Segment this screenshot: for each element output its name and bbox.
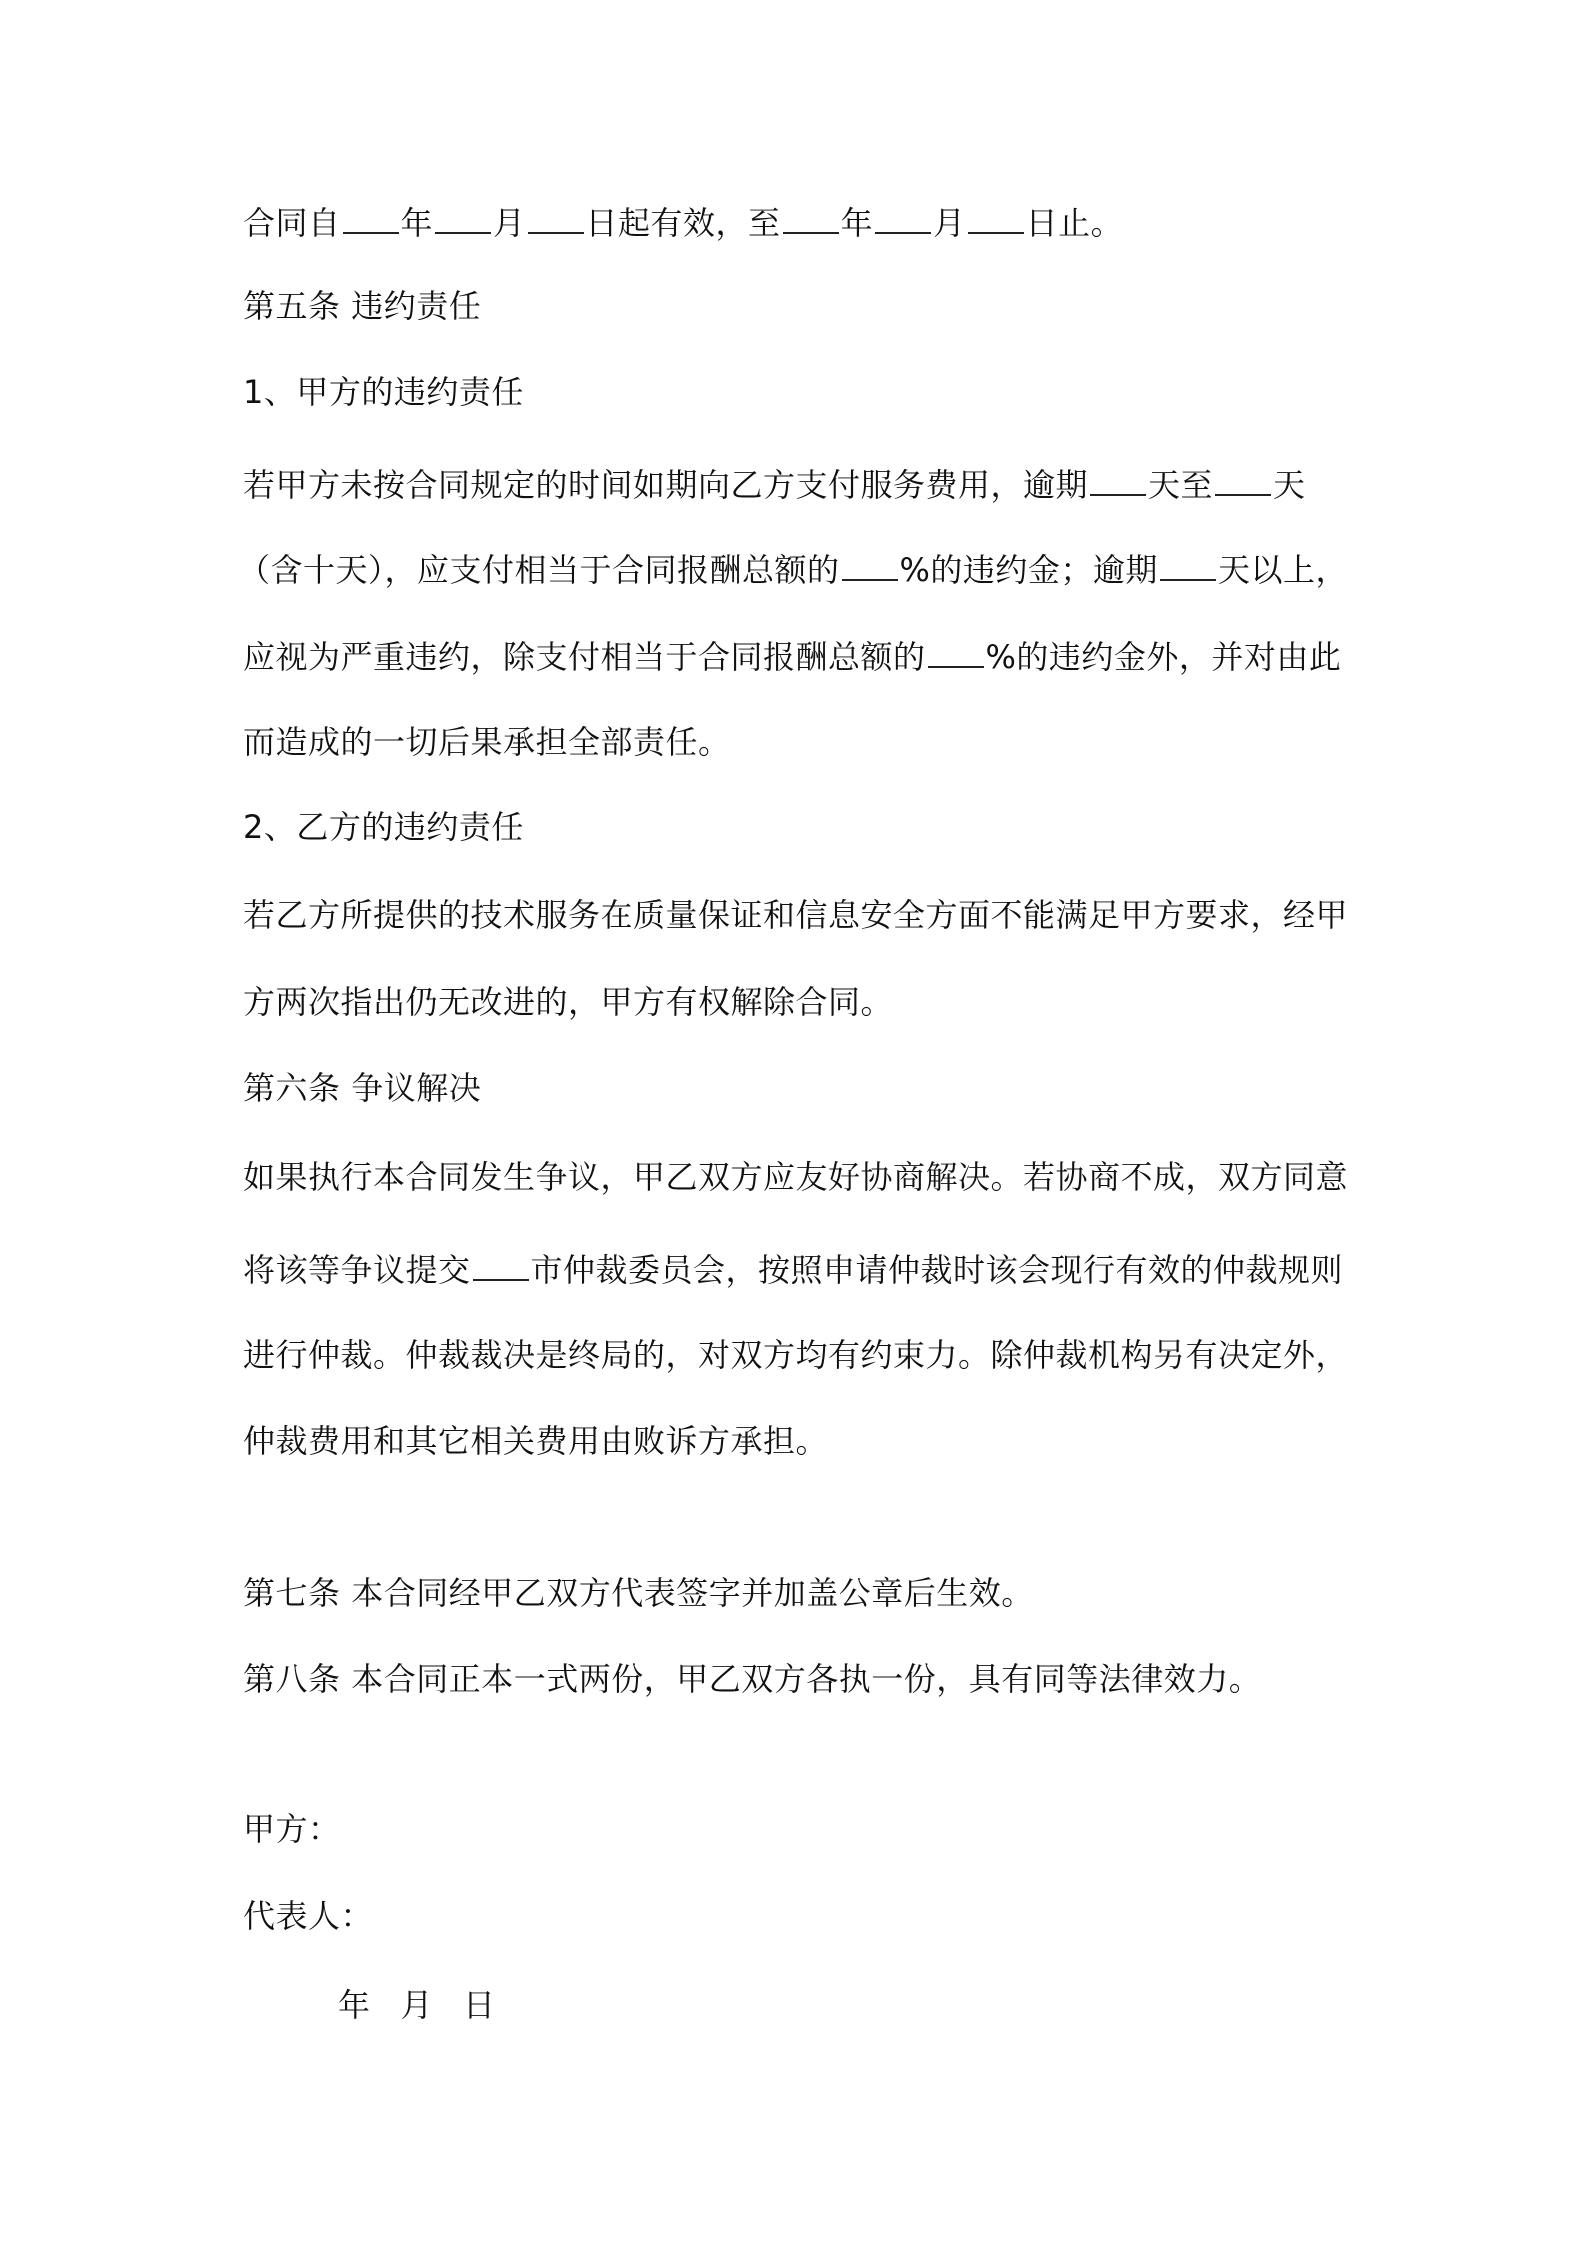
blank-field [473, 1249, 529, 1281]
text: 年 [400, 204, 434, 242]
month-label: 月 [400, 1986, 434, 2024]
party-a-signature-label: 甲方： [243, 1810, 341, 1848]
blank-field [343, 202, 399, 234]
blank-field [1215, 464, 1271, 496]
text: 天至 [1148, 466, 1214, 504]
blank-field [528, 202, 584, 234]
text: %的违约金；逾期 [899, 551, 1158, 589]
article-number: 第八条 [243, 1660, 341, 1698]
text: 月 [493, 204, 526, 242]
party-b-liability-heading: 2、乙方的违约责任 [243, 808, 524, 846]
year-label: 年 [338, 1986, 371, 2024]
day-label: 日 [463, 1986, 496, 2024]
blank-field [875, 202, 931, 234]
text: 月 [933, 204, 966, 242]
article-title: 争议解决 [351, 1069, 482, 1107]
blank-field [1090, 464, 1146, 496]
article-number: 第六条 [243, 1069, 341, 1107]
paragraph-line: 而造成的一切后果承担全部责任。 [243, 723, 731, 761]
signature-date [338, 1983, 526, 2027]
text: （含十天），应支付相当于合同报酬总额的 [238, 551, 840, 589]
paragraph-line [243, 635, 1341, 679]
paragraph-line: 方两次指出仍无改进的，甲方有权解除合同。 [243, 983, 894, 1021]
paragraph-line: 若乙方所提供的技术服务在质量保证和信息安全方面不能满足甲方要求，经甲 [243, 896, 1349, 934]
article-title: 违约责任 [351, 287, 482, 325]
text: 年 [840, 204, 874, 242]
article-text: 本合同正本一式两份，甲乙双方各执一份，具有同等法律效力。 [351, 1660, 1262, 1698]
article-8 [243, 1657, 1261, 1701]
text: 应视为严重违约，除支付相当于合同报酬总额的 [243, 638, 926, 676]
blank-field [842, 549, 898, 581]
text: 日起有效，至 [585, 204, 781, 242]
representative-label: 代表人： [243, 1897, 374, 1935]
text: %的违约金外，并对由此 [985, 638, 1342, 676]
blank-field [783, 202, 839, 234]
paragraph-line [238, 548, 1348, 592]
blank-field [928, 636, 984, 668]
paragraph-line: 仲裁费用和其它相关费用由败诉方承担。 [243, 1422, 829, 1460]
blank-field [968, 202, 1024, 234]
article-5-heading [243, 284, 481, 328]
text: 市仲裁委员会，按照申请仲裁时该会现行有效的仲裁规则 [530, 1251, 1344, 1289]
text: 日止。 [1025, 204, 1124, 242]
text: 天 [1273, 466, 1306, 504]
text: 天以上， [1217, 551, 1348, 589]
blank-field [435, 202, 491, 234]
contract-term-line [243, 201, 1123, 245]
article-number: 第七条 [243, 1574, 341, 1612]
paragraph-line: 进行仲裁。仲裁裁决是终局的，对双方均有约束力。除仲裁机构另有决定外， [243, 1336, 1349, 1374]
text: 合同自 [243, 204, 341, 242]
article-text: 本合同经甲乙双方代表签字并加盖公章后生效。 [351, 1574, 1034, 1612]
paragraph-line: 如果执行本合同发生争议，甲乙双方应友好协商解决。若协商不成，双方同意 [243, 1158, 1349, 1196]
blank-field [1160, 549, 1216, 581]
paragraph-line [243, 463, 1306, 507]
text: 将该等争议提交 [243, 1251, 471, 1289]
article-7 [243, 1571, 1034, 1615]
text: 若甲方未按合同规定的时间如期向乙方支付服务费用，逾期 [243, 466, 1089, 504]
party-a-liability-heading: 1、甲方的违约责任 [243, 373, 524, 411]
paragraph-line [243, 1248, 1343, 1292]
article-6-heading [243, 1066, 481, 1110]
article-number: 第五条 [243, 287, 341, 325]
